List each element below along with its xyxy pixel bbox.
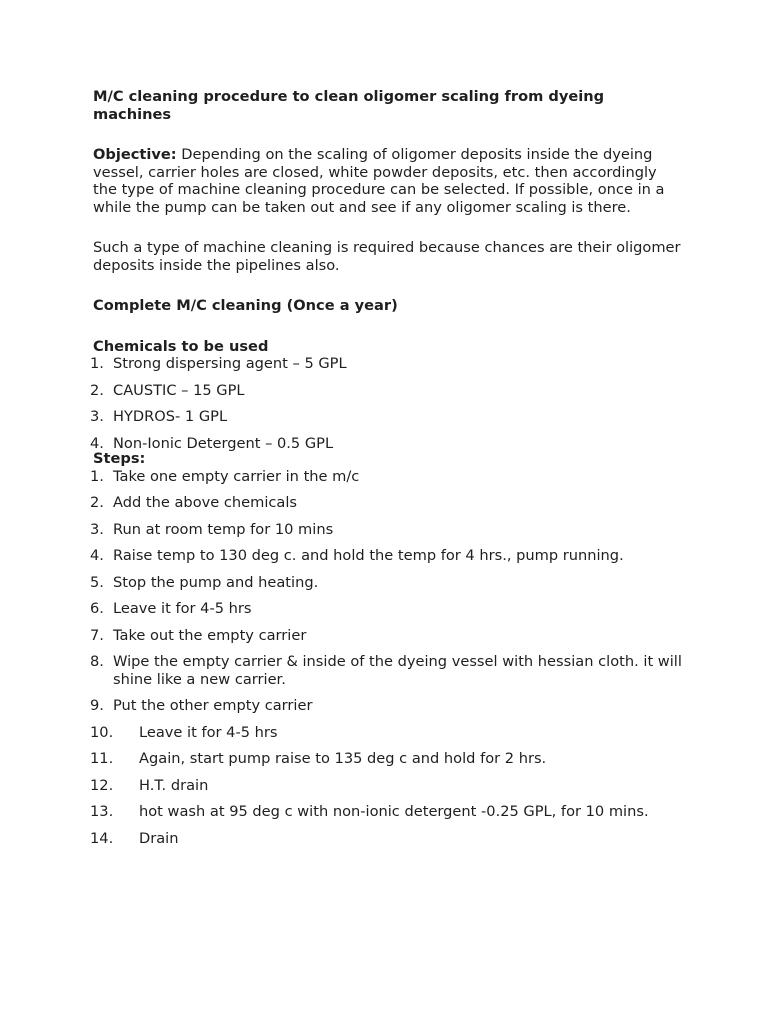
step-text: Put the other empty carrier — [113, 697, 313, 714]
chemical-number: 4. — [90, 434, 104, 452]
step-number: 11. — [90, 750, 114, 767]
step-text: hot wash at 95 deg c with non-ionic detergent -0.25 GPL, for 10 mins. — [139, 803, 649, 820]
step-item — [90, 467, 683, 486]
objective-text: Depending on the scaling of oligomer deposits inside the dyeing vessel, carrier holes are closed, white powder deposits, etc. then accordingly the type of machine cleaning procedure can be selected. If possible, once in a while the pump can be taken out and see if any oligomer scaling is there. — [93, 146, 665, 216]
step-number: 7. — [90, 626, 104, 644]
chemical-number: 1. — [90, 355, 104, 372]
step-text: Take one empty carrier in the m/c — [113, 467, 360, 485]
step-item — [90, 803, 683, 821]
chemical-number: 3. — [90, 408, 104, 425]
chemicals-heading: Chemicals to be used — [93, 337, 269, 355]
step-item — [90, 626, 683, 645]
step-item — [90, 573, 683, 592]
step-item — [90, 829, 683, 848]
step-text: Again, start pump raise to 135 deg c and hold for 2 hrs. — [139, 750, 547, 767]
chemical-item — [90, 408, 683, 426]
step-number: 10. — [90, 723, 114, 741]
step-item — [90, 653, 683, 688]
chemical-text: Non-Ionic Detergent – 0.5 GPL — [113, 434, 334, 452]
step-text: Stop the pump and heating. — [113, 573, 319, 591]
step-item — [90, 600, 683, 618]
step-text: Take out the empty carrier — [113, 626, 307, 644]
step-text: Add the above chemicals — [113, 494, 298, 511]
steps-heading: Steps: — [93, 450, 146, 467]
step-text: H.T. drain — [139, 776, 209, 794]
chemical-item — [90, 434, 683, 453]
step-text: Run at room temp for 10 mins — [113, 520, 334, 538]
step-number: 3. — [90, 520, 104, 538]
complete-cleaning-heading: Complete M/C cleaning (Once a year) — [93, 297, 398, 314]
step-item — [90, 494, 683, 512]
step-number: 9. — [90, 697, 104, 714]
reason-paragraph: Such a type of machine cleaning is required because chances are their oligomer deposits inside the pipelines also. — [93, 239, 681, 274]
step-number: 2. — [90, 494, 104, 511]
objective-label: Objective: — [93, 146, 177, 163]
chemicals-list — [90, 355, 683, 452]
step-number: 8. — [90, 653, 104, 670]
step-text: Leave it for 4-5 hrs — [139, 723, 278, 741]
step-item — [90, 723, 683, 742]
step-item — [90, 750, 683, 768]
chemical-text: HYDROS- 1 GPL — [113, 408, 228, 425]
objective-paragraph — [93, 146, 683, 216]
step-text: Raise temp to 130 deg c. and hold the temp for 4 hrs., pump running. — [113, 547, 624, 564]
step-text: Wipe the empty carrier & inside of the dyeing vessel with hessian cloth. it will shine like a new carrier. — [113, 653, 682, 688]
step-number: 14. — [90, 829, 114, 847]
step-item — [90, 697, 683, 715]
chemical-text: CAUSTIC – 15 GPL — [113, 381, 245, 399]
step-item — [90, 520, 683, 539]
step-number: 12. — [90, 776, 114, 794]
chemical-number: 2. — [90, 381, 104, 399]
chemical-item — [90, 381, 683, 400]
document-page — [90, 88, 683, 847]
step-number: 6. — [90, 600, 104, 617]
chemical-text: Strong dispersing agent – 5 GPL — [113, 355, 347, 372]
document-title: M/C cleaning procedure to clean oligomer scaling from dyeing machines — [93, 88, 605, 123]
step-number: 5. — [90, 573, 104, 591]
step-number: 4. — [90, 547, 104, 564]
steps-list — [90, 467, 683, 848]
step-item — [90, 547, 683, 565]
chemical-item — [90, 355, 683, 373]
step-text: Drain — [139, 829, 179, 847]
step-number: 13. — [90, 803, 114, 820]
step-number: 1. — [90, 467, 104, 485]
step-text: Leave it for 4-5 hrs — [113, 600, 252, 617]
step-item — [90, 776, 683, 795]
